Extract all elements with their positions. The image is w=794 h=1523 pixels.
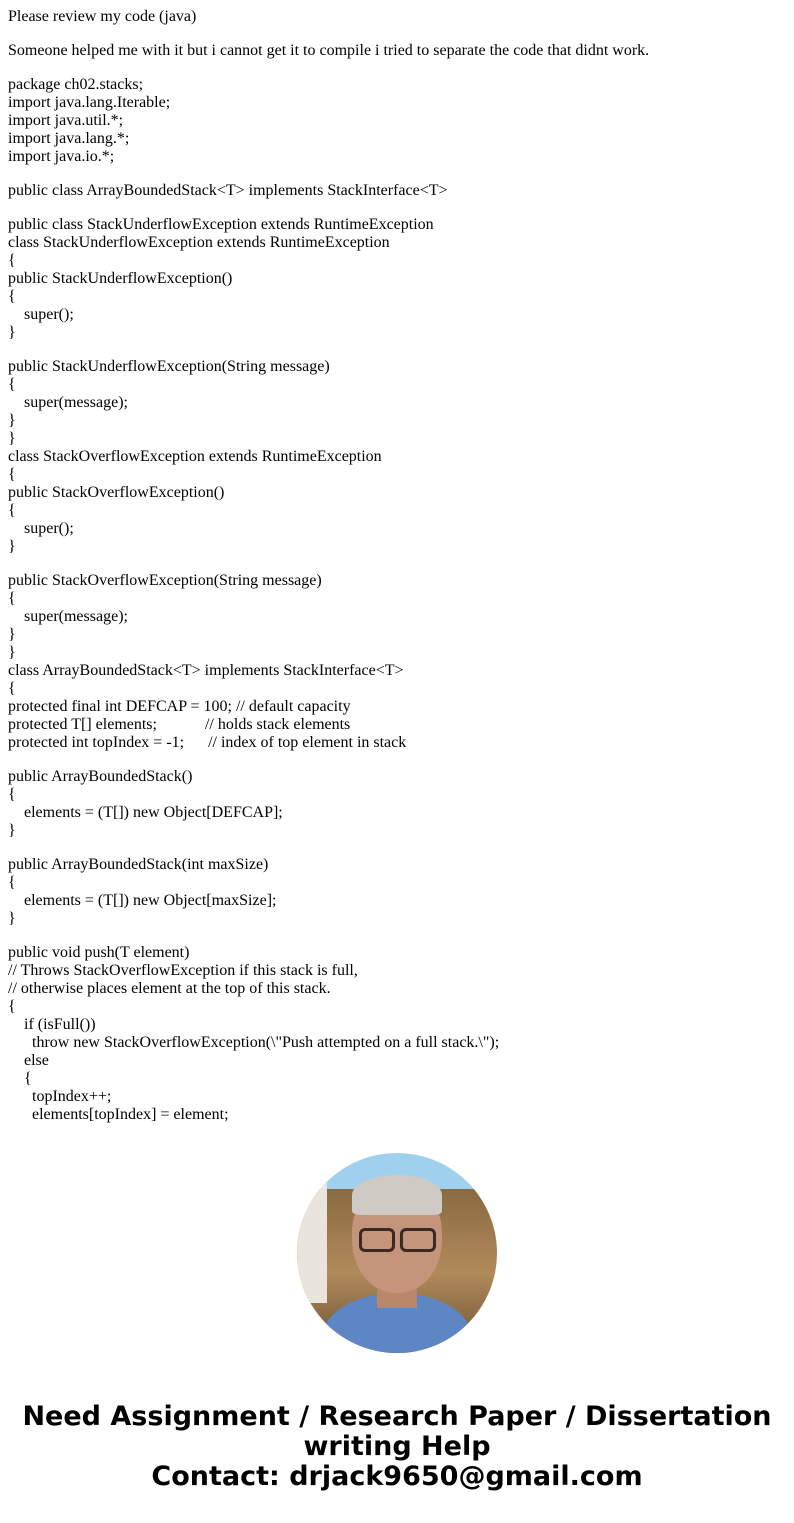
code-line: }	[8, 644, 16, 661]
promo-contact: Contact: drjack9650@gmail.com	[151, 1461, 643, 1492]
code-line: }	[8, 412, 16, 429]
code-line: import java.lang.*;	[8, 130, 130, 147]
code-line: }	[8, 626, 16, 643]
code-line: {	[8, 466, 16, 483]
code-line: public StackOverflowException()	[8, 484, 225, 501]
code-line: elements = (T[]) new Object[DEFCAP];	[8, 804, 283, 821]
code-block	[8, 76, 786, 166]
code-block	[8, 358, 786, 556]
code-block	[8, 216, 786, 342]
post-description: Someone helped me with it but i cannot get it to compile i tried to separate the code that didnt work.	[8, 42, 650, 59]
code-line: elements = (T[]) new Object[maxSize];	[8, 892, 277, 909]
code-line: public ArrayBoundedStack(int maxSize)	[8, 856, 269, 873]
code-line: class StackOverflowException extends RuntimeException	[8, 448, 382, 465]
code-line: super(message);	[8, 608, 128, 625]
code-line: if (isFull())	[8, 1016, 96, 1033]
post-content	[8, 8, 786, 1140]
code-line: public StackUnderflowException()	[8, 270, 233, 287]
code-listing	[8, 76, 786, 1124]
code-line: {	[8, 376, 16, 393]
code-line: import java.io.*;	[8, 148, 115, 165]
code-line: import java.lang.Iterable;	[8, 94, 171, 111]
code-line: class ArrayBoundedStack<T> implements StackInterface<T>	[8, 662, 404, 679]
code-line: }	[8, 538, 16, 555]
code-block	[8, 572, 786, 752]
code-line: import java.util.*;	[8, 112, 124, 129]
code-line: {	[8, 288, 16, 305]
code-line: {	[8, 252, 16, 269]
author-avatar	[297, 1153, 497, 1353]
code-line: // Throws StackOverflowException if this stack is full,	[8, 962, 358, 979]
code-line: throw new StackOverflowException(\"Push attempted on a full stack.\");	[8, 1034, 500, 1051]
code-line: public StackOverflowException(String message)	[8, 572, 322, 589]
code-line: protected int topIndex = -1; // index of top element in stack	[8, 734, 407, 751]
code-line: {	[8, 998, 16, 1015]
post-title: Please review my code (java)	[8, 8, 197, 25]
code-line: super(message);	[8, 394, 128, 411]
code-line: protected T[] elements; // holds stack elements	[8, 716, 351, 733]
code-block	[8, 768, 786, 840]
code-line: public void push(T element)	[8, 944, 190, 961]
code-line: }	[8, 430, 16, 447]
code-line: }	[8, 822, 16, 839]
code-line: public class ArrayBoundedStack<T> implements StackInterface<T>	[8, 182, 448, 199]
promo-banner	[0, 1402, 794, 1492]
code-line: super();	[8, 520, 74, 537]
code-line: {	[8, 590, 16, 607]
code-line: }	[8, 324, 16, 341]
code-line: {	[8, 1070, 32, 1087]
code-block	[8, 856, 786, 928]
code-line: {	[8, 874, 16, 891]
promo-line-2: writing Help	[303, 1431, 491, 1462]
code-line: else	[8, 1052, 49, 1069]
code-line: public class StackUnderflowException extends RuntimeException	[8, 216, 434, 233]
code-line: }	[8, 910, 16, 927]
code-line: package ch02.stacks;	[8, 76, 144, 93]
code-line: elements[topIndex] = element;	[8, 1106, 229, 1123]
code-block	[8, 182, 786, 200]
code-line: {	[8, 786, 16, 803]
code-line: super();	[8, 306, 74, 323]
code-block	[8, 944, 786, 1124]
code-line: protected final int DEFCAP = 100; // default capacity	[8, 698, 351, 715]
code-line: public StackUnderflowException(String message)	[8, 358, 330, 375]
code-line: // otherwise places element at the top of this stack.	[8, 980, 331, 997]
code-line: public ArrayBoundedStack()	[8, 768, 193, 785]
promo-line-1: Need Assignment / Research Paper / Dissertation	[22, 1401, 772, 1432]
code-line: {	[8, 502, 16, 519]
code-line: class StackUnderflowException extends RuntimeException	[8, 234, 390, 251]
code-line: {	[8, 680, 16, 697]
code-line: topIndex++;	[8, 1088, 112, 1105]
